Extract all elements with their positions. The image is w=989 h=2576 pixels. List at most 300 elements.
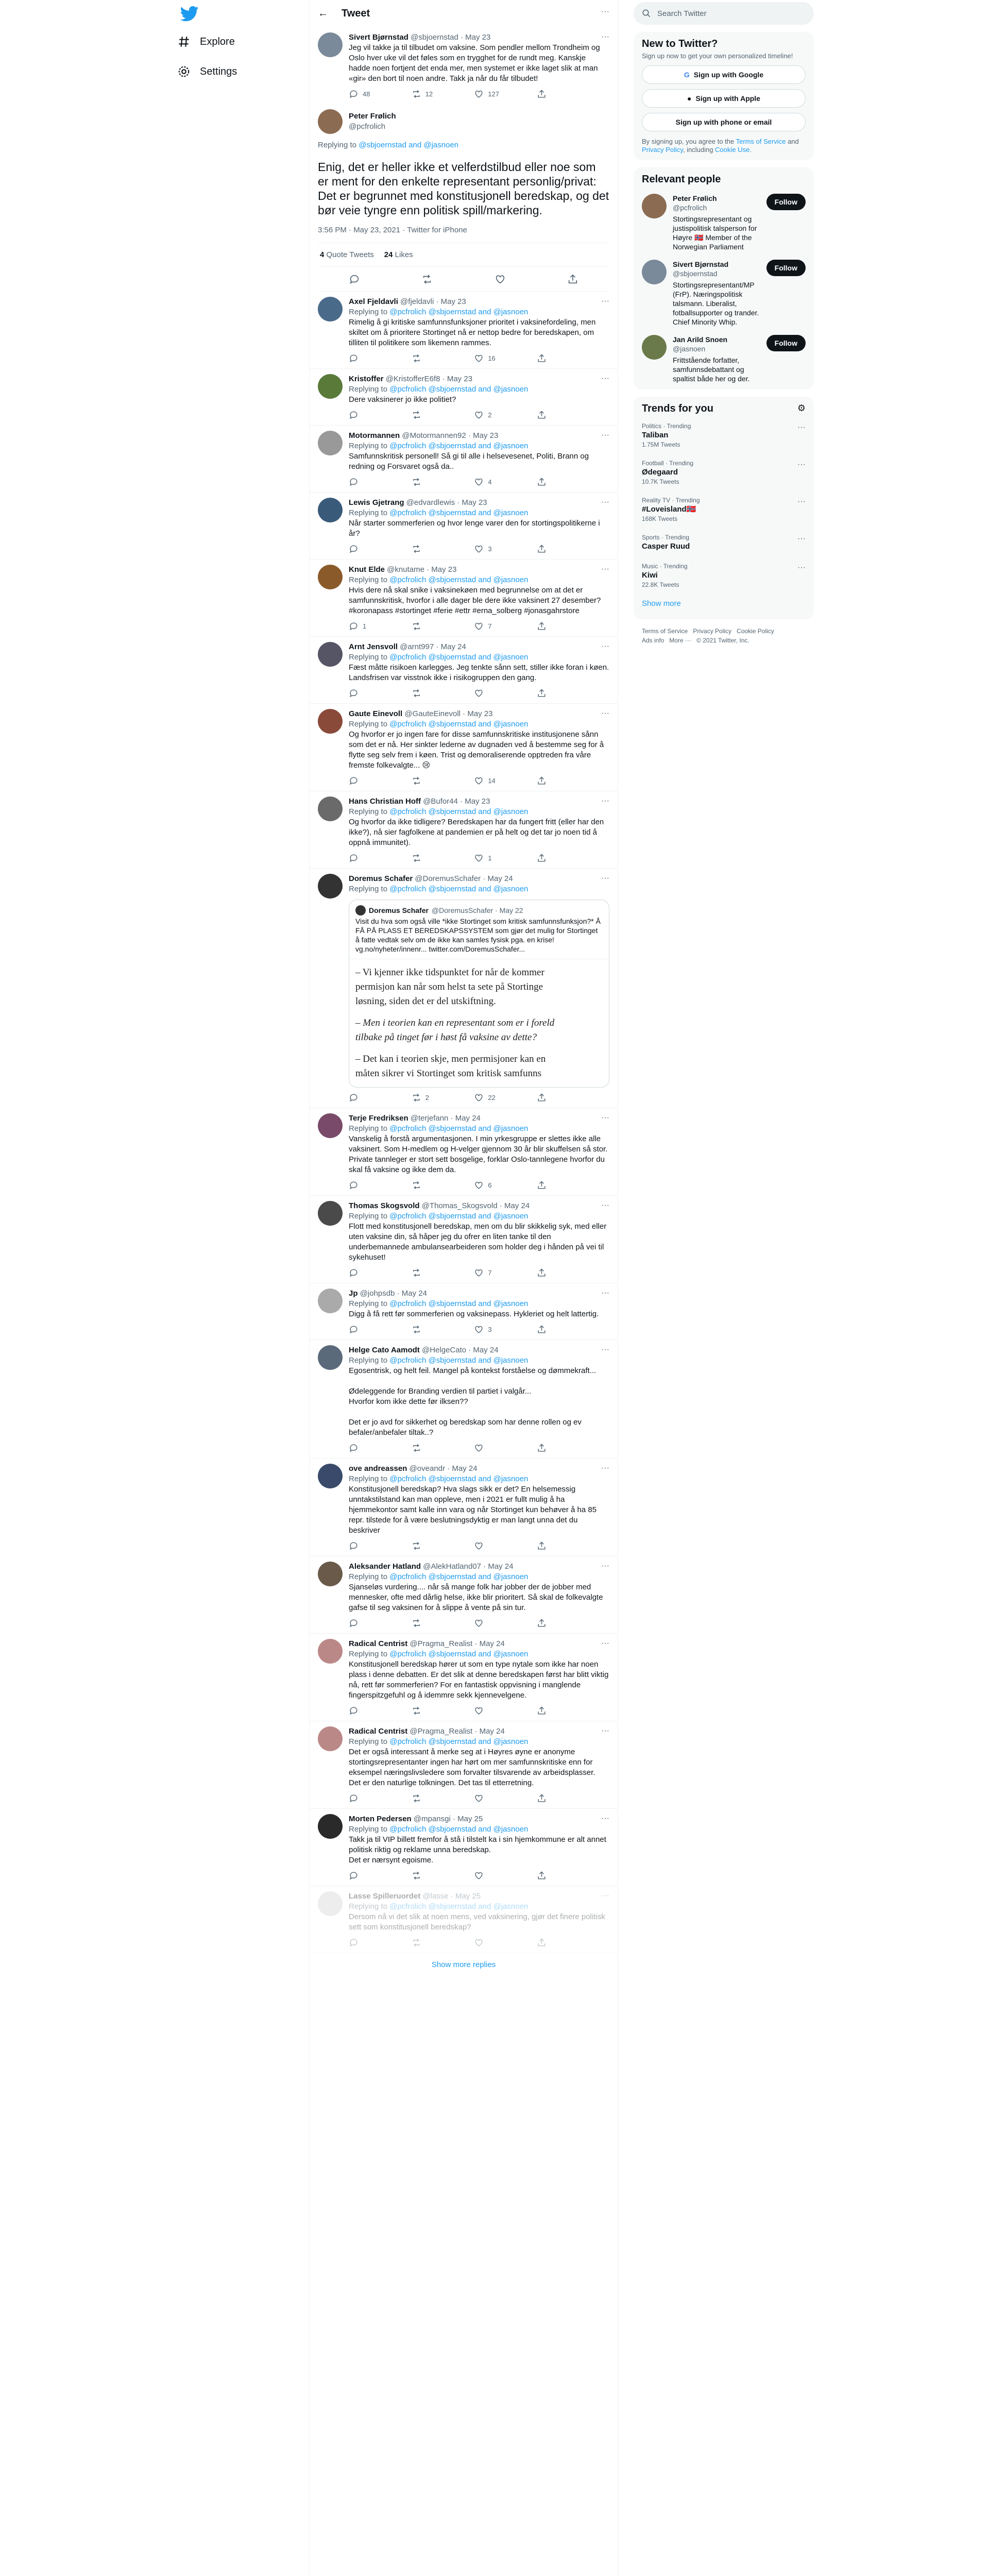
footer-privacy[interactable]: Privacy Policy xyxy=(693,628,732,635)
reply-tweet[interactable] xyxy=(310,369,618,426)
relevant-person[interactable] xyxy=(642,335,806,383)
tweet-text: Enig, det er heller ikke et velferdstilbud eller noe som er ment for den enkelte representant personlig/privat: Det er begrunnet med konstitusjonell beredskap, og det bør veie tyngre enn politisk spill/markering. xyxy=(318,160,609,217)
more-icon[interactable]: ··· xyxy=(601,1289,609,1297)
header xyxy=(310,0,618,27)
person-name[interactable]: Sivert Bjørnstad xyxy=(673,260,729,268)
more-icon[interactable]: ··· xyxy=(601,1464,609,1472)
author-handle[interactable]: @knutame · May 23 xyxy=(387,565,457,574)
more-icon[interactable]: ··· xyxy=(797,534,806,543)
author-handle[interactable]: @lasse · May 25 xyxy=(422,1892,481,1901)
share-button[interactable] xyxy=(537,1268,568,1278)
like-button[interactable] xyxy=(474,1793,505,1803)
reply-mentions[interactable]: @pcfrolich @sbjoernstad and @jasnoen xyxy=(389,1475,528,1483)
share-button[interactable] xyxy=(537,544,568,554)
reply-tweet[interactable] xyxy=(310,426,618,493)
reply-mentions[interactable]: @pcfrolich @sbjoernstad and @jasnoen xyxy=(389,1356,528,1365)
share-button[interactable] xyxy=(537,621,568,631)
reply-button[interactable] xyxy=(349,1268,380,1278)
trend-item[interactable] xyxy=(642,528,806,557)
avatar[interactable] xyxy=(318,1289,343,1313)
tweet-actions xyxy=(349,1093,568,1103)
more-icon[interactable]: ··· xyxy=(601,1726,609,1735)
reply-mentions[interactable]: @pcfrolich @sbjoernstad and @jasnoen xyxy=(389,885,528,893)
like-button[interactable] xyxy=(474,1871,505,1880)
twitter-logo-icon[interactable] xyxy=(180,4,199,23)
reply-button[interactable] xyxy=(349,1093,380,1103)
retweet-button[interactable] xyxy=(412,1268,442,1278)
person-handle[interactable]: @jasnoen xyxy=(673,345,706,353)
reply-tweet[interactable] xyxy=(310,1886,618,1953)
retweet-button[interactable] xyxy=(412,89,442,99)
retweet-button[interactable] xyxy=(412,1618,442,1628)
footer-copyright: © 2021 Twitter, Inc. xyxy=(696,637,749,644)
author-name[interactable]: Arnt Jensvoll xyxy=(349,642,398,651)
retweet-button[interactable] xyxy=(412,1938,442,1947)
author-name[interactable]: Doremus Schafer xyxy=(349,874,413,883)
reply-tweet[interactable] xyxy=(310,292,618,369)
reply-icon[interactable] xyxy=(349,274,360,285)
trends-show-more[interactable]: Show more xyxy=(642,599,681,608)
retweet-button[interactable] xyxy=(412,1793,442,1803)
reply-tweet[interactable] xyxy=(310,704,618,791)
reply-mentions[interactable]: @pcfrolich @sbjoernstad and @jasnoen xyxy=(389,1737,528,1746)
tweet-text: Vanskelig å forstå argumentasjonen. I min yrkesgruppe er slettes ikke alle vaksinert. Som H-medlem og H-velger gjennom 30 år blir skuffelsen så stor. Private tannleger er stort sett bosgelige, forklar Oslo-tannlegene hvorfor du skal få vaksine og ikke dem da. xyxy=(349,1134,610,1174)
more-icon[interactable]: ··· xyxy=(601,1639,609,1648)
share-button[interactable] xyxy=(537,1180,568,1190)
author-name[interactable]: Morten Pedersen xyxy=(349,1815,412,1823)
signup-phone-button[interactable] xyxy=(642,113,806,131)
avatar[interactable] xyxy=(318,1814,343,1839)
reply-mentions[interactable]: @pcfrolich @sbjoernstad and @jasnoen xyxy=(389,1902,528,1911)
reply-tweet[interactable] xyxy=(310,493,618,560)
reply-button[interactable] xyxy=(349,776,380,786)
author-handle[interactable]: @mpansgi · May 25 xyxy=(413,1815,483,1823)
more-icon[interactable]: ··· xyxy=(601,32,609,41)
more-icon[interactable]: ··· xyxy=(601,1345,609,1354)
reply-tweet[interactable] xyxy=(310,1459,618,1556)
relevant-person[interactable] xyxy=(642,194,806,251)
author-name[interactable]: Radical Centrist xyxy=(349,1639,408,1648)
quote-tweets-stat[interactable] xyxy=(320,250,374,259)
retweet-button[interactable] xyxy=(412,1180,442,1190)
like-button[interactable] xyxy=(474,1268,505,1278)
like-button[interactable] xyxy=(474,410,505,420)
retweet-button[interactable] xyxy=(412,688,442,698)
more-icon[interactable]: ··· xyxy=(601,297,609,306)
like-button[interactable] xyxy=(474,1093,505,1103)
reply-icon xyxy=(349,1180,359,1190)
heart-icon xyxy=(474,1541,484,1551)
share-button[interactable] xyxy=(537,89,568,99)
reply-tweet[interactable] xyxy=(310,869,618,1108)
signup-google-button[interactable] xyxy=(642,65,806,84)
more-icon[interactable]: ··· xyxy=(601,796,609,805)
author-name[interactable]: Axel Fjeldavli xyxy=(349,297,398,306)
author-name[interactable]: Radical Centrist xyxy=(349,1727,408,1736)
author-name[interactable]: Jp xyxy=(349,1289,358,1298)
author-handle[interactable]: @fjeldavli · May 23 xyxy=(400,297,466,306)
more-icon[interactable]: ··· xyxy=(601,709,609,718)
more-icon[interactable]: ··· xyxy=(601,565,609,573)
avatar[interactable] xyxy=(318,1201,343,1226)
share-button[interactable] xyxy=(537,776,568,786)
trend-item[interactable] xyxy=(642,491,806,528)
like-button[interactable] xyxy=(474,621,505,631)
avatar[interactable] xyxy=(318,109,343,134)
reply-button[interactable] xyxy=(349,853,380,863)
more-icon[interactable]: ··· xyxy=(797,460,806,469)
more-icon[interactable]: ··· xyxy=(601,1562,609,1570)
reply-mentions[interactable]: @pcfrolich @sbjoernstad and @jasnoen xyxy=(389,1299,528,1308)
share-icon xyxy=(537,1938,547,1947)
like-button[interactable] xyxy=(474,1541,505,1551)
reply-button[interactable] xyxy=(349,1938,380,1947)
author-name[interactable]: Peter Frølich xyxy=(349,112,396,121)
replying-label: Replying to xyxy=(349,385,388,394)
heart-icon[interactable] xyxy=(494,274,506,285)
share-button[interactable] xyxy=(537,853,568,863)
retweet-icon xyxy=(412,353,421,363)
avatar[interactable] xyxy=(318,1726,343,1751)
avatar[interactable] xyxy=(318,565,343,589)
author-name[interactable]: Aleksander Hatland xyxy=(349,1562,421,1571)
share-button[interactable] xyxy=(537,477,568,487)
avatar[interactable] xyxy=(642,260,667,284)
reply-tweet[interactable] xyxy=(310,1634,618,1721)
nav-settings[interactable] xyxy=(177,65,237,78)
show-more-replies[interactable]: Show more replies xyxy=(431,1960,496,1969)
reply-mentions[interactable]: @pcfrolich @sbjoernstad and @jasnoen xyxy=(389,653,528,662)
person-name[interactable]: Peter Frølich xyxy=(673,194,717,202)
avatar[interactable] xyxy=(318,1464,343,1488)
reply-icon xyxy=(349,1793,359,1803)
reply-mentions[interactable]: @pcfrolich @sbjoernstad and @jasnoen xyxy=(389,308,528,316)
share-button[interactable] xyxy=(537,1871,568,1880)
author-handle[interactable]: @KristofferE6f8 · May 23 xyxy=(385,375,473,383)
replying-label: Replying to xyxy=(349,509,388,517)
reply-icon xyxy=(349,1541,359,1551)
replying-label: Replying to xyxy=(349,653,388,662)
tweet-timestamp[interactable]: 3:56 PM · May 23, 2021 · Twitter for iPhone xyxy=(318,226,467,234)
retweet-button[interactable] xyxy=(412,776,442,786)
retweet-icon xyxy=(412,410,421,420)
avatar[interactable] xyxy=(318,1639,343,1664)
gear-icon[interactable]: ⚙ xyxy=(797,403,806,413)
reply-tweet[interactable] xyxy=(310,1721,618,1809)
like-button[interactable] xyxy=(474,1618,505,1628)
reply-button[interactable] xyxy=(349,544,380,554)
replying-label: Replying to xyxy=(349,1299,388,1308)
tweet-text: Hvis dere nå skal snike i vaksinekøen med begrunnelse om at det er samfunnskritisk, hvorfor i alle dager ble dere ikke vaksinert 27 desember? xyxy=(349,586,601,605)
reply-button[interactable] xyxy=(349,621,380,631)
tweet-text: Digg å få rett før sommerferien og vaksinepass. Hykleriet og helt lattertig. xyxy=(349,1310,599,1318)
reply-mentions[interactable]: @pcfrolich @sbjoernstad and @jasnoen xyxy=(389,442,528,450)
replying-label: Replying to xyxy=(349,1902,388,1911)
google-icon: G xyxy=(684,71,690,79)
replying-label: Replying to xyxy=(349,1124,388,1133)
signup-apple-label: Sign up with Apple xyxy=(695,94,760,103)
author-handle[interactable]: @DoremusSchafer · May 24 xyxy=(415,874,513,883)
like-count: 16 xyxy=(488,354,496,362)
author-handle[interactable]: @johpsdb · May 24 xyxy=(360,1289,427,1298)
follow-button[interactable]: Follow xyxy=(766,194,806,210)
reply-button[interactable] xyxy=(349,1618,380,1628)
reply-mentions[interactable]: @pcfrolich @sbjoernstad and @jasnoen xyxy=(389,1650,528,1658)
like-button[interactable] xyxy=(474,89,505,99)
more-icon[interactable]: ··· xyxy=(601,374,609,383)
retweet-button[interactable] xyxy=(412,1325,442,1334)
avatar[interactable] xyxy=(318,1562,343,1586)
author-handle[interactable]: @edvardlewis · May 23 xyxy=(406,498,487,507)
reply-mentions[interactable]: @pcfrolich @sbjoernstad and @jasnoen xyxy=(389,385,528,394)
retweet-icon[interactable] xyxy=(421,274,433,285)
share-button[interactable] xyxy=(537,688,568,698)
follow-button[interactable]: Follow xyxy=(766,335,806,351)
author-handle[interactable]: @AlekHatland07 · May 24 xyxy=(423,1562,514,1571)
more-icon[interactable]: ··· xyxy=(601,7,609,16)
more-icon[interactable]: ··· xyxy=(601,431,609,439)
reply-mentions[interactable]: @pcfrolich @sbjoernstad and @jasnoen xyxy=(389,509,528,517)
avatar[interactable] xyxy=(318,498,343,522)
author-name[interactable]: Lasse Spilleruordet xyxy=(349,1892,421,1901)
reply-icon xyxy=(349,1706,359,1716)
reply-mentions[interactable]: @sbjoernstad and @jasnoen xyxy=(359,141,459,149)
reply-mentions[interactable]: @pcfrolich @sbjoernstad and @jasnoen xyxy=(389,1572,528,1581)
cookie-link[interactable]: Cookie Use. xyxy=(715,146,752,154)
share-button[interactable] xyxy=(537,1325,568,1334)
reply-button[interactable] xyxy=(349,1443,380,1453)
more-icon[interactable]: ··· xyxy=(797,497,806,506)
reply-button[interactable] xyxy=(349,1325,380,1334)
like-button[interactable] xyxy=(474,1938,505,1947)
reply-button[interactable] xyxy=(349,410,380,420)
person-handle[interactable]: @sbjoernstad xyxy=(673,269,718,278)
tweet-actions xyxy=(349,353,568,363)
quote-image-line: – Det kan i teorien skje, men permisjoner kan en xyxy=(355,1054,546,1064)
terms-link[interactable]: Terms of Service xyxy=(736,138,786,145)
apple-icon: ● xyxy=(687,94,692,103)
nav-explore[interactable] xyxy=(177,35,235,48)
trend-meta: Reality TV · Trending xyxy=(642,497,700,504)
person-bio: Stortingsrepresentant og justispolitisk talsperson for Høyre 🇳🇴 Member of the Norwegian Parliament xyxy=(673,215,757,251)
reply-tweet[interactable] xyxy=(310,1809,618,1886)
footer-cookie[interactable]: Cookie Policy xyxy=(737,628,774,635)
retweet-button[interactable] xyxy=(412,621,442,631)
retweet-button[interactable] xyxy=(412,1541,442,1551)
tweet-stats xyxy=(318,243,609,267)
reply-mentions[interactable]: @pcfrolich @sbjoernstad and @jasnoen xyxy=(389,575,528,584)
avatar[interactable] xyxy=(318,1113,343,1138)
terms-prefix: By signing up, you agree to the xyxy=(642,138,735,145)
author-handle[interactable]: @arnt997 · May 24 xyxy=(400,642,466,651)
more-icon[interactable]: ··· xyxy=(601,1201,609,1210)
author-name[interactable]: Thomas Skogsvold xyxy=(349,1201,420,1210)
share-button[interactable] xyxy=(537,353,568,363)
more-icon[interactable]: ··· xyxy=(601,1113,609,1122)
person-bio: Frittstående forfatter, samfunnsdebattant og spaltist både her og der. xyxy=(673,356,750,383)
author-name[interactable]: Knut Elde xyxy=(349,565,385,574)
reply-button[interactable] xyxy=(349,1793,380,1803)
author-handle[interactable]: @GauteEinevoll · May 23 xyxy=(404,709,493,718)
author-handle[interactable]: @Thomas_Skogsvold · May 24 xyxy=(421,1201,530,1210)
avatar[interactable] xyxy=(318,1345,343,1370)
more-icon[interactable]: ··· xyxy=(601,498,609,506)
reply-tweet[interactable] xyxy=(310,1283,618,1340)
avatar[interactable] xyxy=(318,1891,343,1916)
hashtags[interactable]: #koronapass #stortinget #ferie #ettr #erna_solberg #jonasgahrstore xyxy=(349,606,579,615)
signup-apple-button[interactable] xyxy=(642,89,806,108)
more-icon[interactable]: ··· xyxy=(601,642,609,651)
people-list xyxy=(642,194,806,383)
reply-tweet[interactable] xyxy=(310,1556,618,1634)
author-handle[interactable]: @HelgeCato · May 24 xyxy=(421,1346,499,1354)
reply-mentions[interactable]: @pcfrolich @sbjoernstad and @jasnoen xyxy=(389,1825,528,1834)
like-button[interactable] xyxy=(474,1325,505,1334)
quoted-tweet[interactable] xyxy=(349,900,609,1088)
author-handle[interactable]: @Motormannen92 · May 23 xyxy=(402,431,499,440)
like-button[interactable] xyxy=(474,776,505,786)
retweet-button[interactable] xyxy=(412,1443,442,1453)
trend-item[interactable] xyxy=(642,557,806,594)
reply-mentions[interactable]: @pcfrolich @sbjoernstad and @jasnoen xyxy=(389,807,528,816)
author-name[interactable]: Gaute Einevoll xyxy=(349,709,403,718)
author-handle[interactable]: @Bufor44 · May 23 xyxy=(423,797,490,806)
reply-button[interactable] xyxy=(349,89,380,99)
retweet-button[interactable] xyxy=(412,353,442,363)
privacy-link[interactable]: Privacy Policy xyxy=(642,146,683,154)
author-handle[interactable]: @Pragma_Realist · May 24 xyxy=(410,1639,505,1648)
like-button[interactable] xyxy=(474,853,505,863)
retweet-button[interactable] xyxy=(412,410,442,420)
share-button[interactable] xyxy=(537,1541,568,1551)
reply-button[interactable] xyxy=(349,1541,380,1551)
reply-button[interactable] xyxy=(349,477,380,487)
reply-button[interactable] xyxy=(349,353,380,363)
avatar[interactable] xyxy=(318,874,343,899)
search-input[interactable] xyxy=(634,2,814,25)
like-button[interactable] xyxy=(474,1443,505,1453)
retweet-button[interactable] xyxy=(412,853,442,863)
retweet-button[interactable] xyxy=(412,1871,442,1880)
avatar[interactable] xyxy=(318,374,343,399)
retweet-button[interactable] xyxy=(412,544,442,554)
reply-mentions[interactable]: @pcfrolich @sbjoernstad and @jasnoen xyxy=(389,1124,528,1133)
retweet-button[interactable] xyxy=(412,1706,442,1716)
share-button[interactable] xyxy=(537,1443,568,1453)
avatar[interactable] xyxy=(318,32,343,57)
share-button[interactable] xyxy=(537,1093,568,1103)
more-icon[interactable]: ··· xyxy=(601,1814,609,1823)
more-icon[interactable]: ··· xyxy=(601,1891,609,1900)
more-icon[interactable]: ··· xyxy=(601,874,609,883)
share-button[interactable] xyxy=(537,1938,568,1947)
share-button[interactable] xyxy=(537,410,568,420)
author-handle[interactable]: @oveandr · May 24 xyxy=(409,1464,478,1473)
relevant-person[interactable] xyxy=(642,260,806,327)
footer-terms[interactable]: Terms of Service xyxy=(642,628,688,635)
avatar[interactable] xyxy=(642,194,667,218)
author-handle[interactable]: @pcfrolich xyxy=(349,122,386,131)
trend-item[interactable] xyxy=(642,417,806,454)
author-name[interactable]: Lewis Gjetrang xyxy=(349,498,404,507)
like-button[interactable] xyxy=(474,353,505,363)
author-name[interactable]: Sivert Bjørnstad xyxy=(349,33,408,42)
retweet-icon xyxy=(412,477,421,487)
reply-tweet[interactable] xyxy=(310,560,618,637)
author-handle[interactable]: @sbjoernstad · May 23 xyxy=(411,33,491,42)
author-name[interactable]: Terje Fredriksen xyxy=(349,1114,408,1123)
footer-more[interactable]: More ··· xyxy=(669,637,692,644)
share-button[interactable] xyxy=(537,1793,568,1803)
like-count: 2 xyxy=(488,411,492,419)
retweet-button[interactable] xyxy=(412,1093,442,1103)
avatar[interactable] xyxy=(318,642,343,667)
share-button[interactable] xyxy=(537,1618,568,1628)
reply-mentions[interactable]: @pcfrolich @sbjoernstad and @jasnoen xyxy=(389,720,528,728)
follow-button[interactable]: Follow xyxy=(766,260,806,276)
reply-tweet[interactable] xyxy=(310,1108,618,1196)
author-name[interactable]: Kristoffer xyxy=(349,375,384,383)
avatar[interactable] xyxy=(318,431,343,455)
like-button[interactable] xyxy=(474,544,505,554)
reply-tweet[interactable] xyxy=(310,637,618,704)
reply-tweet[interactable] xyxy=(310,1196,618,1283)
reply-icon xyxy=(349,1325,359,1334)
author-name[interactable]: Motormannen xyxy=(349,431,400,440)
reply-button[interactable] xyxy=(349,1871,380,1880)
avatar[interactable] xyxy=(318,709,343,734)
replying-label: Replying to xyxy=(349,807,388,816)
back-arrow-icon[interactable]: ← xyxy=(318,8,328,19)
person-handle[interactable]: @pcfrolich xyxy=(673,204,707,212)
like-button[interactable] xyxy=(474,477,505,487)
share-icon[interactable] xyxy=(567,274,578,285)
author-handle[interactable]: @Pragma_Realist · May 24 xyxy=(410,1727,505,1736)
avatar[interactable] xyxy=(642,335,667,360)
like-button[interactable] xyxy=(474,1180,505,1190)
like-button[interactable] xyxy=(474,688,505,698)
heart-icon xyxy=(474,410,484,420)
author-handle[interactable]: @terjefann · May 24 xyxy=(410,1114,481,1123)
avatar[interactable] xyxy=(318,297,343,321)
more-icon[interactable]: ··· xyxy=(797,423,806,432)
author-name[interactable]: Helge Cato Aamodt xyxy=(349,1346,420,1354)
person-name[interactable]: Jan Arild Snoen xyxy=(673,335,728,344)
avatar[interactable] xyxy=(318,796,343,821)
reply-button[interactable] xyxy=(349,1706,380,1716)
reply-mentions[interactable]: @pcfrolich @sbjoernstad and @jasnoen xyxy=(389,1212,528,1221)
author-name[interactable]: ove andreassen xyxy=(349,1464,407,1473)
gear-icon xyxy=(177,65,191,78)
heart-icon xyxy=(474,621,484,631)
trend-item[interactable] xyxy=(642,454,806,491)
reply-button[interactable] xyxy=(349,1180,380,1190)
retweet-button[interactable] xyxy=(412,477,442,487)
reply-tweet[interactable] xyxy=(310,1340,618,1459)
parent-tweet[interactable] xyxy=(310,27,618,104)
likes-stat[interactable] xyxy=(384,250,413,259)
share-button[interactable] xyxy=(537,1706,568,1716)
reply-button[interactable] xyxy=(349,688,380,698)
more-icon[interactable]: ··· xyxy=(797,563,806,572)
like-button[interactable] xyxy=(474,1706,505,1716)
reply-tweet[interactable] xyxy=(310,791,618,869)
tweet-actions xyxy=(349,1793,568,1803)
quote-image-line: – Vi kjenner ikke tidspunktet for når de kommer xyxy=(355,967,544,978)
footer-ads[interactable]: Ads info xyxy=(642,637,664,644)
author-name[interactable]: Hans Christian Hoff xyxy=(349,797,421,806)
person-bio: Stortingsrepresentant/MP (FrP). Næringspolitisk talsmann. Liberalist, fotballsupporter og trander. Chief Minority Whip. xyxy=(673,281,759,326)
